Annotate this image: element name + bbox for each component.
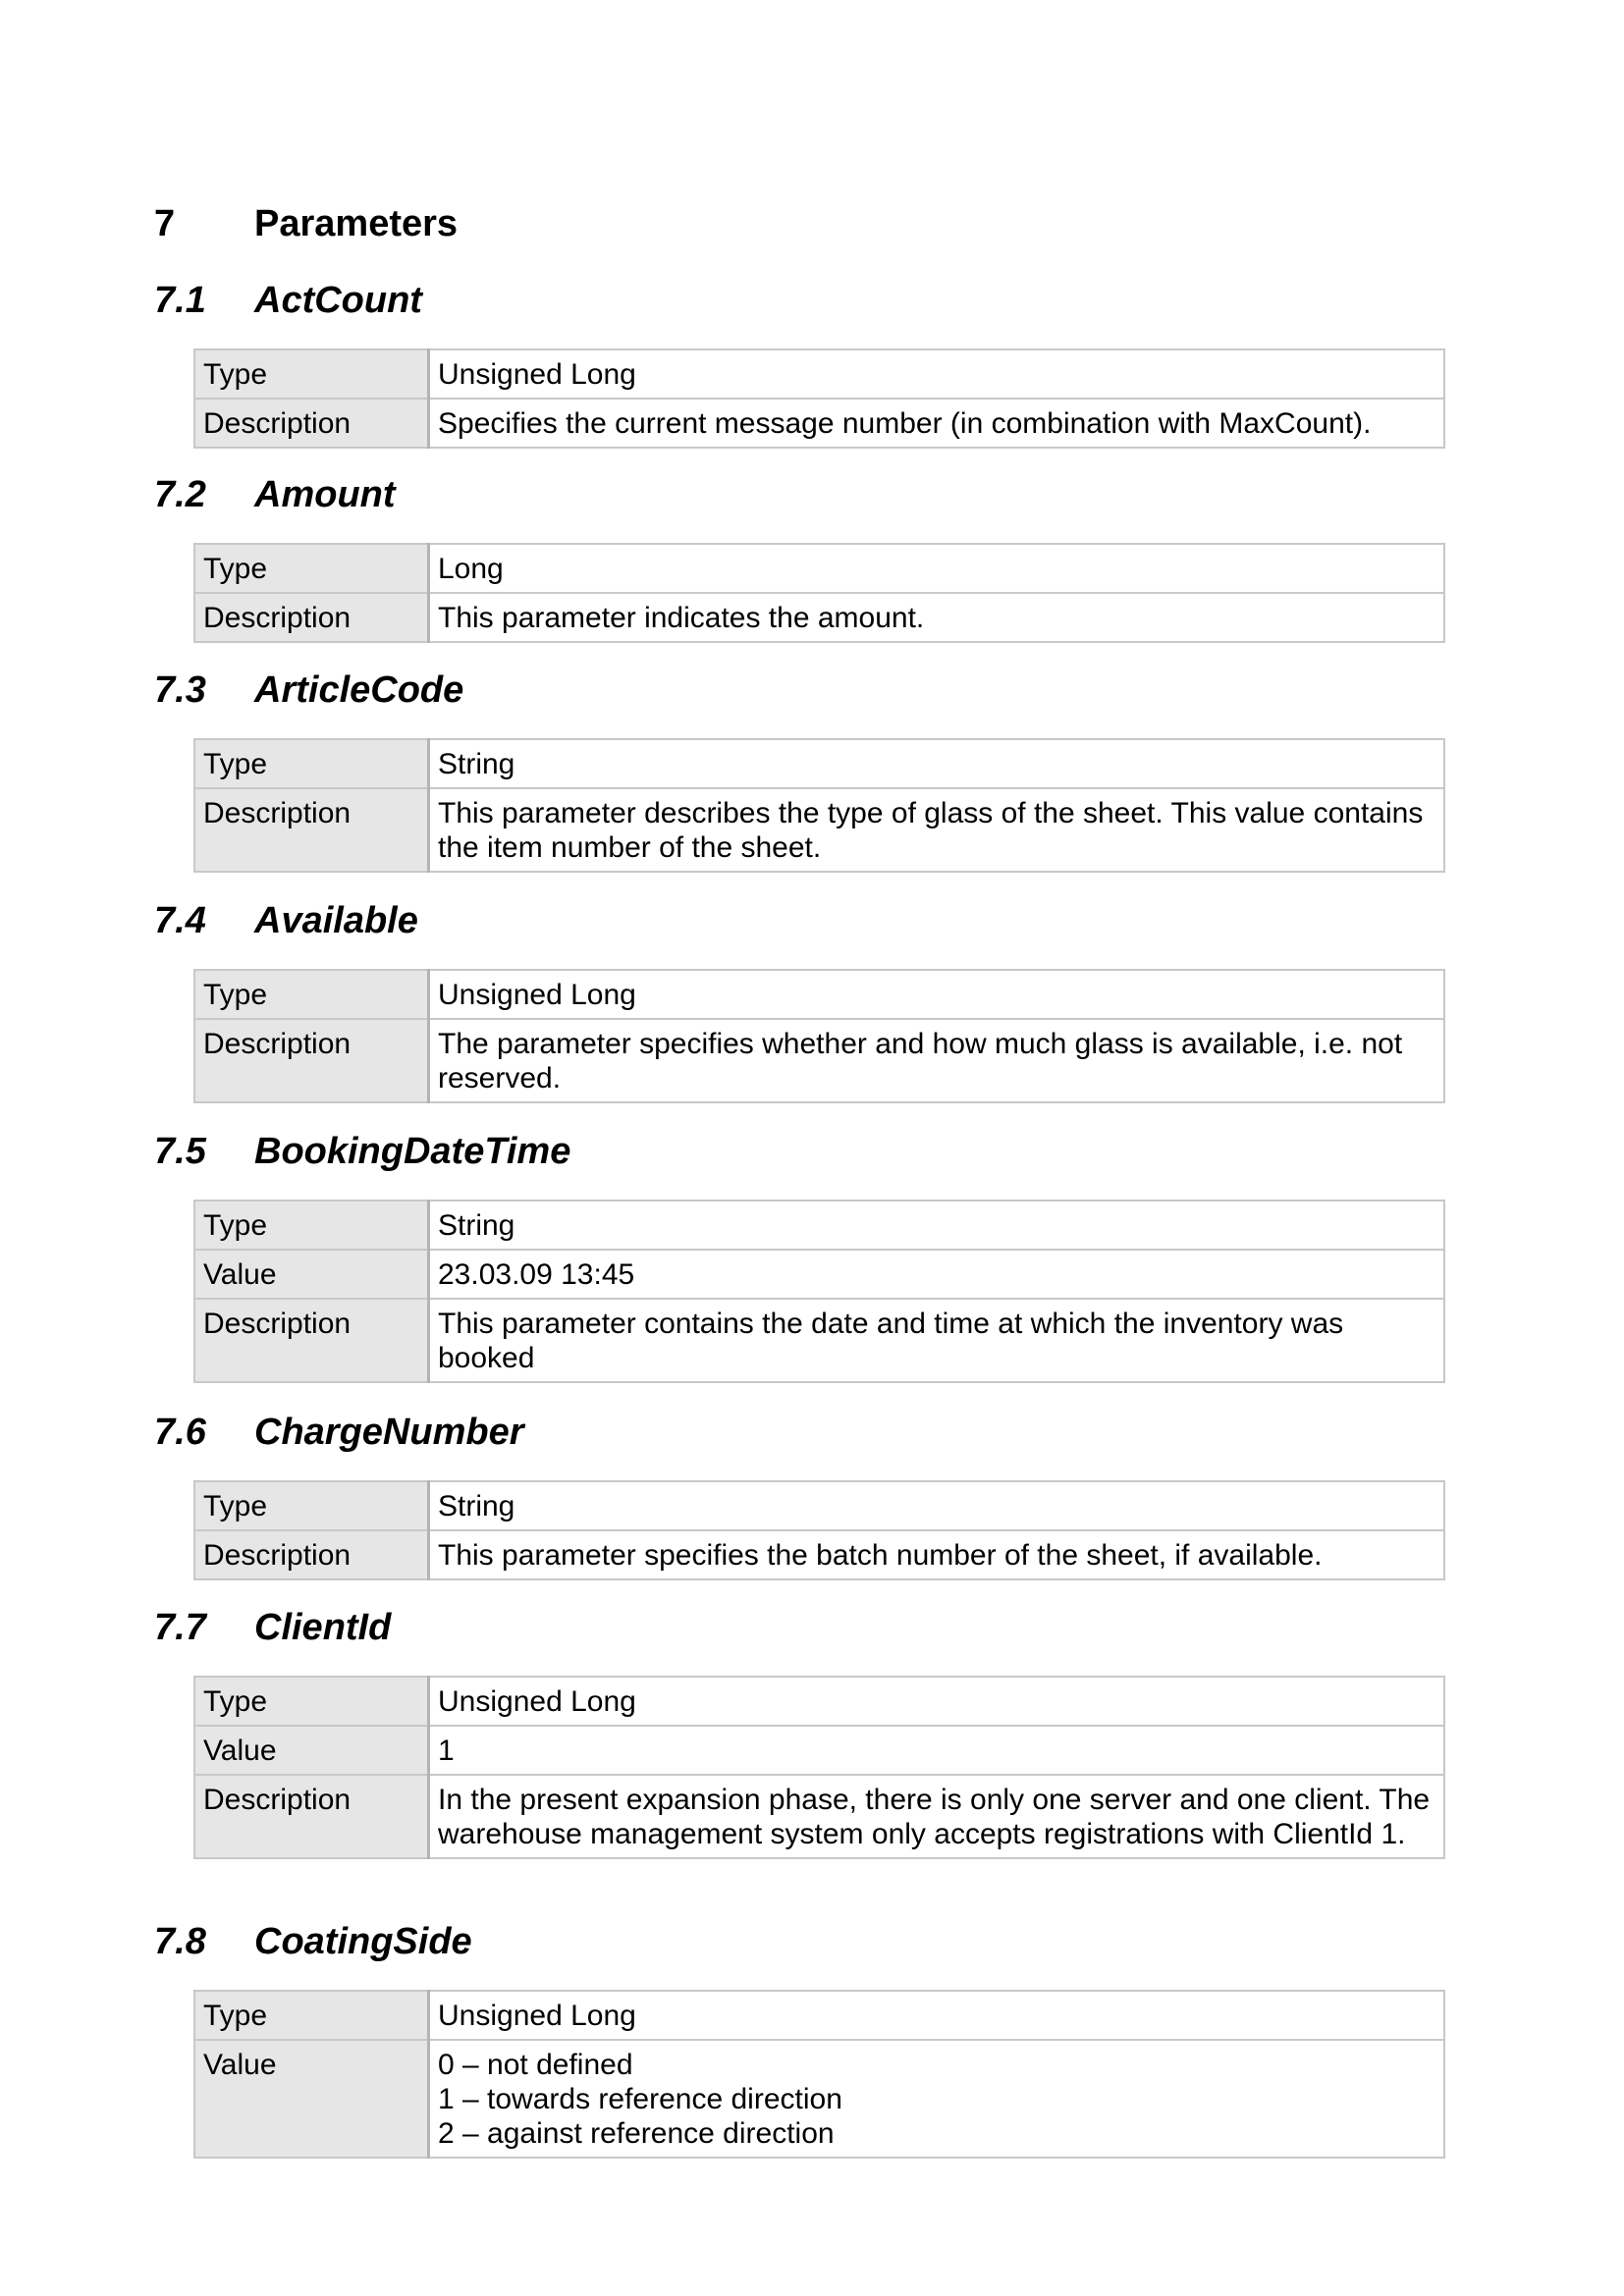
row-value: The parameter specifies whether and how much glass is available, i.e. not reserved. <box>429 1019 1445 1102</box>
section-coatingside <box>154 1916 1450 2159</box>
row-value: This parameter contains the date and time at which the inventory was booked <box>429 1299 1445 1382</box>
section-number: 7.8 <box>154 1921 206 1962</box>
table-row <box>194 399 1444 448</box>
table-row <box>194 970 1444 1019</box>
table-row <box>194 788 1444 872</box>
parameter-table <box>193 1990 1445 2159</box>
parameter-table <box>193 1480 1445 1580</box>
table-row <box>194 2040 1444 2158</box>
section-number: 7.2 <box>154 474 206 515</box>
row-label: Type <box>194 544 429 593</box>
section-title: ClientId <box>254 1607 392 1648</box>
table-row <box>194 349 1444 399</box>
row-value: 23.03.09 13:45 <box>429 1250 1445 1299</box>
row-label: Type <box>194 349 429 399</box>
row-value: 1 <box>429 1726 1445 1775</box>
table-row <box>194 739 1444 788</box>
row-value: String <box>429 739 1445 788</box>
row-label: Description <box>194 788 429 872</box>
section-title: ActCount <box>254 280 422 321</box>
parameter-table <box>193 1676 1445 1859</box>
section-bookingdatetime <box>154 1126 1450 1383</box>
parameter-table <box>193 348 1445 449</box>
section-number: 7.4 <box>154 900 206 941</box>
table-row <box>194 1677 1444 1726</box>
section-amount <box>154 469 1450 643</box>
section-heading <box>154 1407 1450 1458</box>
parameter-table <box>193 543 1445 643</box>
table-row <box>194 1726 1444 1775</box>
parameter-table <box>193 738 1445 873</box>
chapter-title: Parameters <box>254 203 459 244</box>
row-label: Type <box>194 1677 429 1726</box>
table-row <box>194 1481 1444 1530</box>
row-label: Value <box>194 2040 429 2158</box>
row-label: Description <box>194 1775 429 1858</box>
table-row <box>194 1775 1444 1858</box>
row-value: Unsigned Long <box>429 1677 1445 1726</box>
section-number: 7.3 <box>154 669 206 711</box>
row-value: This parameter describes the type of glass of the sheet. This value contains the item number of the sheet. <box>429 788 1445 872</box>
section-number: 7.5 <box>154 1131 206 1172</box>
chapter-number: 7 <box>154 203 176 244</box>
row-value: Unsigned Long <box>429 349 1445 399</box>
row-label: Description <box>194 593 429 642</box>
row-label: Type <box>194 739 429 788</box>
parameter-table <box>193 969 1445 1103</box>
parameter-table <box>193 1200 1445 1383</box>
row-label: Description <box>194 1299 429 1382</box>
section-heading <box>154 665 1450 716</box>
row-value: Unsigned Long <box>429 1991 1445 2040</box>
table-row <box>194 593 1444 642</box>
row-label: Description <box>194 399 429 448</box>
section-chargenumber <box>154 1407 1450 1580</box>
row-label: Description <box>194 1530 429 1579</box>
table-row <box>194 1019 1444 1102</box>
section-heading <box>154 1916 1450 1967</box>
table-row <box>194 1299 1444 1382</box>
row-value: Specifies the current message number (in combination with MaxCount). <box>429 399 1445 448</box>
row-label: Description <box>194 1019 429 1102</box>
row-label: Type <box>194 1481 429 1530</box>
section-number: 7.7 <box>154 1607 206 1648</box>
row-value: 0 – not defined 1 – towards reference direction 2 – against reference direction <box>429 2040 1445 2158</box>
section-number: 7.6 <box>154 1412 206 1453</box>
table-row <box>194 544 1444 593</box>
section-heading <box>154 275 1450 326</box>
row-value: String <box>429 1201 1445 1250</box>
section-clientid <box>154 1602 1450 1859</box>
table-row <box>194 1530 1444 1579</box>
section-available <box>154 895 1450 1103</box>
row-label: Type <box>194 1991 429 2040</box>
row-value: In the present expansion phase, there is only one server and one client. The warehouse management system only accepts registrations with ClientId 1. <box>429 1775 1445 1858</box>
row-label: Value <box>194 1726 429 1775</box>
row-label: Type <box>194 970 429 1019</box>
table-row <box>194 1250 1444 1299</box>
section-title: ArticleCode <box>254 669 464 711</box>
section-title: BookingDateTime <box>254 1131 571 1172</box>
row-value: Unsigned Long <box>429 970 1445 1019</box>
section-heading <box>154 895 1450 946</box>
table-row <box>194 1991 1444 2040</box>
table-row <box>194 1201 1444 1250</box>
row-value: This parameter indicates the amount. <box>429 593 1445 642</box>
chapter-heading <box>154 198 458 249</box>
section-heading <box>154 1602 1450 1653</box>
section-heading <box>154 469 1450 520</box>
section-heading <box>154 1126 1450 1177</box>
section-title: Amount <box>254 474 396 515</box>
section-actcount <box>154 275 1450 449</box>
section-title: ChargeNumber <box>254 1412 524 1453</box>
section-number: 7.1 <box>154 280 206 321</box>
section-title: CoatingSide <box>254 1921 472 1962</box>
row-label: Value <box>194 1250 429 1299</box>
row-label: Type <box>194 1201 429 1250</box>
section-articlecode <box>154 665 1450 873</box>
section-title: Available <box>254 900 418 941</box>
row-value: This parameter specifies the batch number of the sheet, if available. <box>429 1530 1445 1579</box>
row-value: String <box>429 1481 1445 1530</box>
row-value: Long <box>429 544 1445 593</box>
